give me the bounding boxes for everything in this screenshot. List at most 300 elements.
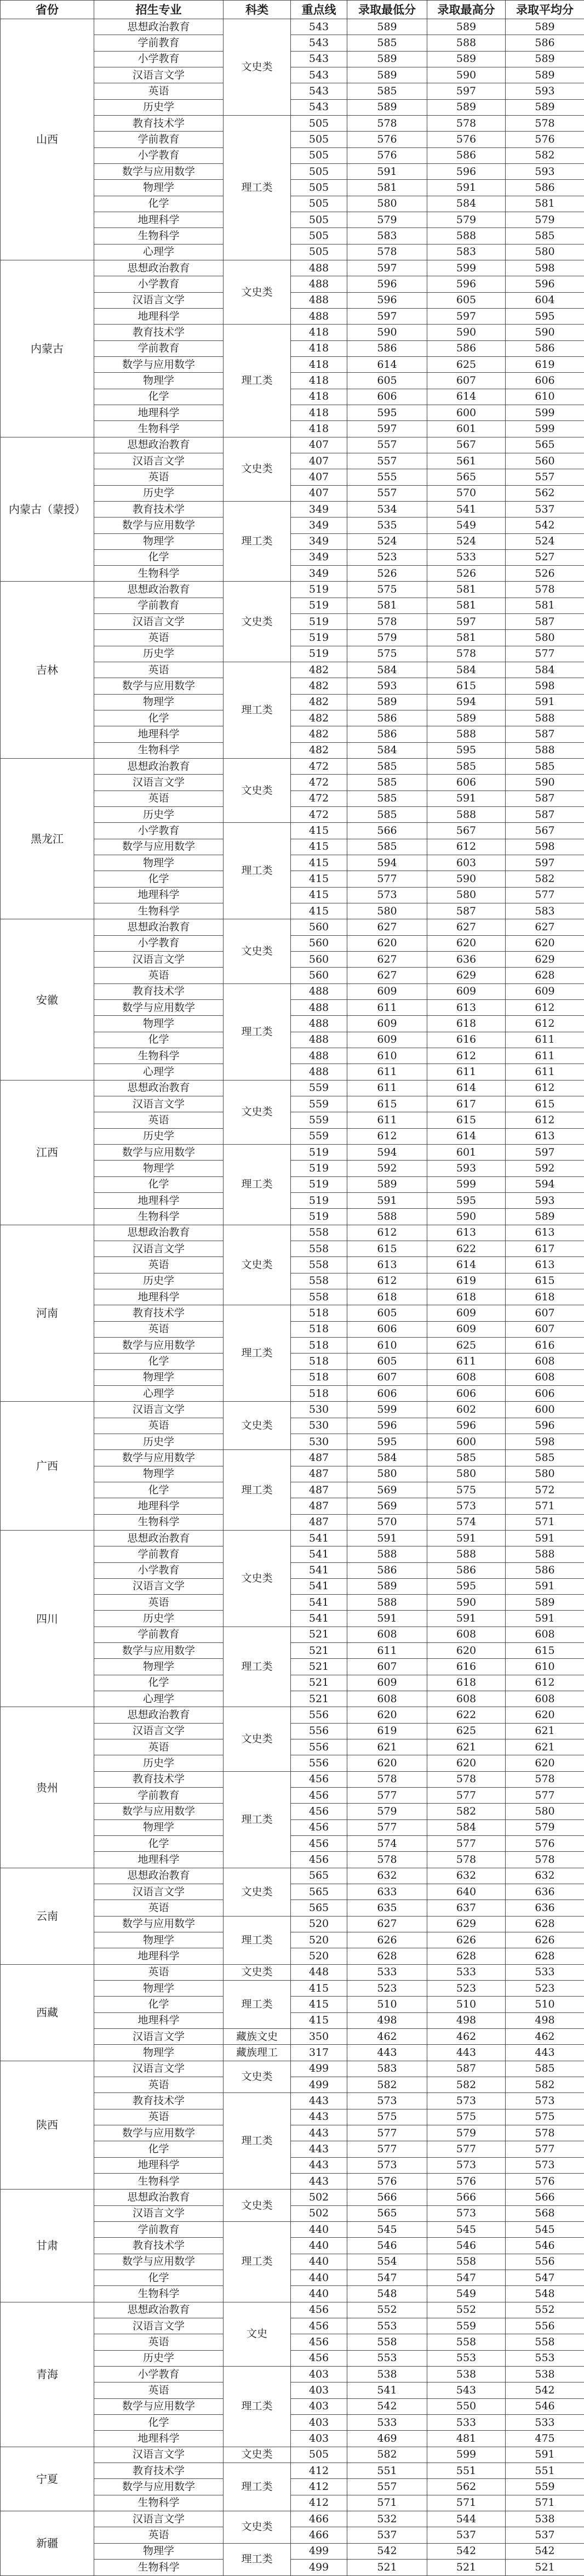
category-cell: 理工类	[224, 2366, 291, 2447]
major-cell: 化学	[94, 1836, 224, 1852]
max-score-cell: 615	[427, 1112, 506, 1128]
max-score-cell: 543	[427, 2382, 506, 2398]
province-cell: 内蒙古	[1, 260, 94, 437]
key-line-cell: 443	[291, 2141, 347, 2157]
avg-score-cell: 591	[506, 2447, 584, 2463]
avg-score-cell: 620	[506, 935, 584, 951]
major-cell: 教育技术学	[94, 2238, 224, 2254]
avg-score-cell: 588	[506, 1546, 584, 1562]
min-score-cell: 576	[347, 147, 427, 163]
min-score-cell: 443	[347, 2045, 427, 2061]
max-score-cell: 523	[427, 1981, 506, 1997]
avg-score-cell: 627	[506, 919, 584, 935]
major-cell: 物理学	[94, 1369, 224, 1385]
major-cell: 化学	[94, 871, 224, 887]
min-score-cell: 621	[347, 1739, 427, 1755]
major-cell: 化学	[94, 1032, 224, 1048]
avg-score-cell: 538	[506, 2366, 584, 2382]
avg-score-cell: 586	[506, 1562, 584, 1578]
max-score-cell: 626	[427, 1932, 506, 1948]
key-line-cell: 521	[291, 1627, 347, 1642]
key-line-cell: 556	[291, 1707, 347, 1723]
key-line-cell: 488	[291, 292, 347, 308]
avg-score-cell: 594	[506, 1176, 584, 1192]
min-score-cell: 585	[347, 807, 427, 823]
max-score-cell: 606	[427, 1385, 506, 1401]
min-score-cell: 583	[347, 2061, 427, 2077]
key-line-cell: 472	[291, 775, 347, 791]
category-cell: 文史类	[224, 1402, 291, 1450]
max-score-cell: 609	[427, 1305, 506, 1321]
min-score-cell: 585	[347, 791, 427, 806]
avg-score-cell: 559	[506, 2479, 584, 2495]
max-score-cell: 578	[427, 1852, 506, 1868]
avg-score-cell: 612	[506, 1000, 584, 1016]
min-score-cell: 591	[347, 1192, 427, 1208]
min-score-cell: 582	[347, 2077, 427, 2093]
category-cell: 文史类	[224, 1964, 291, 1980]
min-score-cell: 588	[347, 1595, 427, 1611]
avg-score-cell: 608	[506, 1627, 584, 1642]
province-cell: 西藏	[1, 1964, 94, 2061]
key-line-cell: 488	[291, 1016, 347, 1032]
avg-score-cell: 617	[506, 1241, 584, 1256]
key-line-cell: 558	[291, 1289, 347, 1305]
avg-score-cell: 589	[506, 1209, 584, 1225]
province-cell: 云南	[1, 1868, 94, 1964]
key-line-cell: 518	[291, 1369, 347, 1385]
avg-score-cell: 620	[506, 1755, 584, 1771]
key-line-cell: 488	[291, 276, 347, 292]
avg-score-cell: 587	[506, 614, 584, 630]
avg-score-cell: 571	[506, 1514, 584, 1530]
key-line-cell: 482	[291, 678, 347, 694]
header-max-score: 录取最高分	[427, 1, 506, 19]
max-score-cell: 595	[427, 742, 506, 758]
avg-score-cell: 576	[506, 1836, 584, 1852]
major-cell: 化学	[94, 1482, 224, 1498]
min-score-cell: 581	[347, 598, 427, 613]
key-line-cell: 519	[291, 1209, 347, 1225]
avg-score-cell: 587	[506, 807, 584, 823]
major-cell: 汉语言文学	[94, 67, 224, 83]
major-cell: 英语	[94, 1257, 224, 1273]
header-key-line: 重点线	[291, 1, 347, 19]
max-score-cell: 581	[427, 598, 506, 613]
header-row	[1, 1, 584, 19]
min-score-cell: 532	[347, 2511, 427, 2527]
major-cell: 汉语言文学	[94, 2447, 224, 2463]
key-line-cell: 521	[291, 1659, 347, 1675]
major-cell: 生物科学	[94, 2495, 224, 2511]
max-score-cell: 632	[427, 1868, 506, 1884]
min-score-cell: 586	[347, 340, 427, 356]
max-score-cell: 558	[427, 2334, 506, 2350]
max-score-cell: 570	[427, 485, 506, 501]
major-cell: 生物科学	[94, 566, 224, 582]
avg-score-cell: 586	[506, 180, 584, 196]
category-cell: 文史类	[224, 1868, 291, 1916]
min-score-cell: 588	[347, 1546, 427, 1562]
min-score-cell: 575	[347, 646, 427, 662]
avg-score-cell: 610	[506, 1659, 584, 1675]
min-score-cell: 577	[347, 1819, 427, 1835]
max-score-cell: 580	[427, 1466, 506, 1482]
max-score-cell: 602	[427, 1402, 506, 1418]
major-cell: 学前教育	[94, 598, 224, 613]
max-score-cell: 481	[427, 2431, 506, 2447]
min-score-cell: 579	[347, 630, 427, 646]
province-cell: 四川	[1, 1530, 94, 1707]
major-cell: 数学与应用数学	[94, 678, 224, 694]
avg-score-cell: 587	[506, 791, 584, 806]
avg-score-cell: 586	[506, 340, 584, 356]
key-line-cell: 415	[291, 823, 347, 839]
major-cell: 英语	[94, 2077, 224, 2093]
avg-score-cell: 607	[506, 1305, 584, 1321]
max-score-cell: 589	[427, 51, 506, 67]
major-cell: 化学	[94, 710, 224, 726]
avg-score-cell: 565	[506, 437, 584, 453]
min-score-cell: 566	[347, 2190, 427, 2205]
max-score-cell: 600	[427, 405, 506, 420]
avg-score-cell: 606	[506, 373, 584, 389]
table-row	[1, 2302, 584, 2318]
min-score-cell: 633	[347, 1884, 427, 1900]
max-score-cell: 577	[427, 2141, 506, 2157]
category-cell: 理工类	[224, 2543, 291, 2575]
key-line-cell: 415	[291, 871, 347, 887]
avg-score-cell: 616	[506, 1337, 584, 1353]
major-cell: 汉语言文学	[94, 2061, 224, 2077]
key-line-cell: 349	[291, 501, 347, 517]
table-row	[1, 1964, 584, 1980]
max-score-cell: 577	[427, 1788, 506, 1804]
key-line-cell: 456	[291, 2350, 347, 2366]
max-score-cell: 567	[427, 437, 506, 453]
major-cell: 历史学	[94, 807, 224, 823]
min-score-cell: 558	[347, 2334, 427, 2350]
max-score-cell: 614	[427, 389, 506, 405]
category-cell: 文史类	[224, 260, 291, 324]
min-score-cell: 557	[347, 2479, 427, 2495]
max-score-cell: 596	[427, 276, 506, 292]
max-score-cell: 552	[427, 2302, 506, 2318]
major-cell: 历史学	[94, 2350, 224, 2366]
avg-score-cell: 577	[506, 887, 584, 903]
avg-score-cell: 582	[506, 2077, 584, 2093]
key-line-cell: 443	[291, 2157, 347, 2173]
min-score-cell: 626	[347, 1932, 427, 1948]
key-line-cell: 412	[291, 2495, 347, 2511]
major-cell: 教育技术学	[94, 501, 224, 517]
max-score-cell: 443	[427, 2045, 506, 2061]
major-cell: 数学与应用数学	[94, 1643, 224, 1659]
key-line-cell: 502	[291, 2190, 347, 2205]
major-cell: 小学教育	[94, 51, 224, 67]
min-score-cell: 578	[347, 244, 427, 260]
major-cell: 小学教育	[94, 1562, 224, 1578]
avg-score-cell: 615	[506, 1273, 584, 1289]
avg-score-cell: 597	[506, 1144, 584, 1160]
key-line-cell: 518	[291, 1385, 347, 1401]
max-score-cell: 611	[427, 1354, 506, 1369]
min-score-cell: 575	[347, 2109, 427, 2125]
major-cell: 物理学	[94, 1466, 224, 1482]
max-score-cell: 588	[427, 807, 506, 823]
key-line-cell: 541	[291, 1578, 347, 1594]
major-cell: 小学教育	[94, 935, 224, 951]
key-line-cell: 518	[291, 1305, 347, 1321]
avg-score-cell: 585	[506, 1450, 584, 1466]
avg-score-cell: 598	[506, 1434, 584, 1449]
min-score-cell: 538	[347, 2366, 427, 2382]
key-line-cell: 418	[291, 389, 347, 405]
max-score-cell: 612	[427, 1048, 506, 1064]
avg-score-cell: 547	[506, 2270, 584, 2285]
min-score-cell: 609	[347, 1675, 427, 1691]
avg-score-cell: 443	[506, 2045, 584, 2061]
key-line-cell: 407	[291, 453, 347, 469]
key-line-cell: 505	[291, 228, 347, 244]
key-line-cell: 518	[291, 1337, 347, 1353]
key-line-cell: 487	[291, 1482, 347, 1498]
key-line-cell: 448	[291, 1964, 347, 1980]
key-line-cell: 456	[291, 1852, 347, 1868]
avg-score-cell: 591	[506, 694, 584, 710]
min-score-cell: 596	[347, 1418, 427, 1434]
major-cell: 思想政治教育	[94, 759, 224, 775]
avg-score-cell: 595	[506, 308, 584, 324]
min-score-cell: 589	[347, 1578, 427, 1594]
max-score-cell: 603	[427, 855, 506, 871]
min-score-cell: 557	[347, 453, 427, 469]
max-score-cell: 605	[427, 292, 506, 308]
major-cell: 化学	[94, 1675, 224, 1691]
category-cell: 文史类	[224, 2447, 291, 2463]
key-line-cell: 456	[291, 2302, 347, 2318]
avg-score-cell: 580	[506, 1466, 584, 1482]
avg-score-cell: 629	[506, 952, 584, 968]
key-line-cell: 519	[291, 646, 347, 662]
max-score-cell: 601	[427, 1144, 506, 1160]
max-score-cell: 565	[427, 469, 506, 485]
major-cell: 数学与应用数学	[94, 518, 224, 533]
key-line-cell: 558	[291, 1257, 347, 1273]
key-line-cell: 488	[291, 1000, 347, 1016]
min-score-cell: 553	[347, 2350, 427, 2366]
min-score-cell: 594	[347, 1144, 427, 1160]
key-line-cell: 440	[291, 2286, 347, 2302]
max-score-cell: 571	[427, 2495, 506, 2511]
major-cell: 地理科学	[94, 1498, 224, 1514]
avg-score-cell: 576	[506, 2173, 584, 2189]
min-score-cell: 573	[347, 2093, 427, 2109]
key-line-cell: 543	[291, 83, 347, 99]
max-score-cell: 590	[427, 325, 506, 340]
major-cell: 化学	[94, 2141, 224, 2157]
min-score-cell: 547	[347, 2270, 427, 2285]
avg-score-cell: 613	[506, 1257, 584, 1273]
min-score-cell: 573	[347, 887, 427, 903]
key-line-cell: 418	[291, 340, 347, 356]
major-cell: 地理科学	[94, 887, 224, 903]
key-line-cell: 519	[291, 1144, 347, 1160]
major-cell: 教育技术学	[94, 2093, 224, 2109]
max-score-cell: 462	[427, 2029, 506, 2045]
key-line-cell: 440	[291, 2270, 347, 2285]
major-cell: 物理学	[94, 180, 224, 196]
key-line-cell: 488	[291, 1032, 347, 1048]
major-cell: 英语	[94, 2334, 224, 2350]
max-score-cell: 640	[427, 1884, 506, 1900]
table-row	[1, 1402, 584, 1418]
max-score-cell: 579	[427, 212, 506, 228]
major-cell: 汉语言文学	[94, 952, 224, 968]
min-score-cell: 533	[347, 1964, 427, 1980]
avg-score-cell: 586	[506, 35, 584, 51]
major-cell: 化学	[94, 549, 224, 565]
avg-score-cell: 533	[506, 2414, 584, 2430]
key-line-cell: 505	[291, 147, 347, 163]
max-score-cell: 561	[427, 453, 506, 469]
avg-score-cell: 593	[506, 1192, 584, 1208]
key-line-cell: 530	[291, 1418, 347, 1434]
avg-score-cell: 542	[506, 2382, 584, 2398]
major-cell: 地理科学	[94, 308, 224, 324]
major-cell: 思想政治教育	[94, 1225, 224, 1241]
major-cell: 汉语言文学	[94, 292, 224, 308]
key-line-cell: 466	[291, 2527, 347, 2543]
avg-score-cell: 521	[506, 2559, 584, 2575]
max-score-cell: 584	[427, 662, 506, 678]
avg-score-cell: 571	[506, 1498, 584, 1514]
avg-score-cell: 578	[506, 582, 584, 598]
max-score-cell: 585	[427, 1450, 506, 1466]
major-cell: 思想政治教育	[94, 919, 224, 935]
max-score-cell: 573	[427, 2157, 506, 2173]
min-score-cell: 584	[347, 662, 427, 678]
major-cell: 物理学	[94, 694, 224, 710]
min-score-cell: 579	[347, 1804, 427, 1819]
avg-score-cell: 575	[506, 2109, 584, 2125]
avg-score-cell: 580	[506, 630, 584, 646]
avg-score-cell: 596	[506, 276, 584, 292]
max-score-cell: 614	[427, 1080, 506, 1096]
avg-score-cell: 628	[506, 968, 584, 983]
min-score-cell: 585	[347, 775, 427, 791]
avg-score-cell: 581	[506, 196, 584, 212]
avg-score-cell: 608	[506, 1354, 584, 1369]
province-cell: 宁夏	[1, 2447, 94, 2511]
major-cell: 心理学	[94, 1691, 224, 1707]
max-score-cell: 600	[427, 1434, 506, 1449]
major-cell: 英语	[94, 968, 224, 983]
avg-score-cell: 577	[506, 2141, 584, 2157]
category-cell: 文史类	[224, 437, 291, 501]
avg-score-cell: 604	[506, 292, 584, 308]
key-line-cell: 418	[291, 405, 347, 420]
key-line-cell: 543	[291, 35, 347, 51]
max-score-cell: 533	[427, 549, 506, 565]
major-cell: 数学与应用数学	[94, 1000, 224, 1016]
major-cell: 英语	[94, 2527, 224, 2543]
max-score-cell: 617	[427, 1096, 506, 1112]
major-cell: 英语	[94, 2109, 224, 2125]
category-cell: 文史类	[224, 759, 291, 823]
min-score-cell: 611	[347, 1000, 427, 1016]
min-score-cell: 612	[347, 1273, 427, 1289]
key-line-cell: 499	[291, 2077, 347, 2093]
min-score-cell: 574	[347, 1836, 427, 1852]
key-line-cell: 456	[291, 1819, 347, 1835]
avg-score-cell: 628	[506, 1948, 584, 1964]
major-cell: 物理学	[94, 1659, 224, 1675]
max-score-cell: 596	[427, 163, 506, 179]
major-cell: 物理学	[94, 373, 224, 389]
major-cell: 汉语言文学	[94, 1723, 224, 1739]
major-cell: 地理科学	[94, 726, 224, 742]
avg-score-cell: 546	[506, 2238, 584, 2254]
max-score-cell: 590	[427, 1595, 506, 1611]
max-score-cell: 636	[427, 952, 506, 968]
min-score-cell: 612	[347, 1128, 427, 1144]
key-line-cell: 415	[291, 839, 347, 855]
avg-score-cell: 526	[506, 566, 584, 582]
min-score-cell: 542	[347, 2543, 427, 2559]
max-score-cell: 606	[427, 775, 506, 791]
key-line-cell: 415	[291, 903, 347, 919]
major-cell: 历史学	[94, 99, 224, 115]
avg-score-cell: 524	[506, 533, 584, 549]
max-score-cell: 620	[427, 935, 506, 951]
key-line-cell: 456	[291, 2334, 347, 2350]
avg-score-cell: 567	[506, 823, 584, 839]
min-score-cell: 607	[347, 1369, 427, 1385]
max-score-cell: 575	[427, 1482, 506, 1498]
major-cell: 英语	[94, 83, 224, 99]
key-line-cell: 440	[291, 2221, 347, 2237]
min-score-cell: 555	[347, 469, 427, 485]
major-cell: 历史学	[94, 1434, 224, 1449]
category-cell: 文史类	[224, 1225, 291, 1305]
major-cell: 汉语言文学	[94, 1578, 224, 1594]
key-line-cell: 521	[291, 1643, 347, 1659]
max-score-cell: 616	[427, 1032, 506, 1048]
key-line-cell: 317	[291, 2045, 347, 2061]
province-cell: 广西	[1, 1402, 94, 1531]
max-score-cell: 574	[427, 1514, 506, 1530]
avg-score-cell: 596	[506, 1418, 584, 1434]
min-score-cell: 569	[347, 1482, 427, 1498]
key-line-cell: 541	[291, 1546, 347, 1562]
avg-score-cell: 589	[506, 19, 584, 35]
major-cell: 英语	[94, 2382, 224, 2398]
major-cell: 英语	[94, 1418, 224, 1434]
major-cell: 数学与应用数学	[94, 839, 224, 855]
min-score-cell: 596	[347, 276, 427, 292]
max-score-cell: 549	[427, 2286, 506, 2302]
key-line-cell: 505	[291, 163, 347, 179]
key-line-cell: 556	[291, 1755, 347, 1771]
key-line-cell: 519	[291, 614, 347, 630]
max-score-cell: 615	[427, 678, 506, 694]
min-score-cell: 592	[347, 1161, 427, 1176]
avg-score-cell: 578	[506, 1771, 584, 1787]
major-cell: 历史学	[94, 646, 224, 662]
avg-score-cell: 636	[506, 1884, 584, 1900]
max-score-cell: 510	[427, 1997, 506, 2012]
